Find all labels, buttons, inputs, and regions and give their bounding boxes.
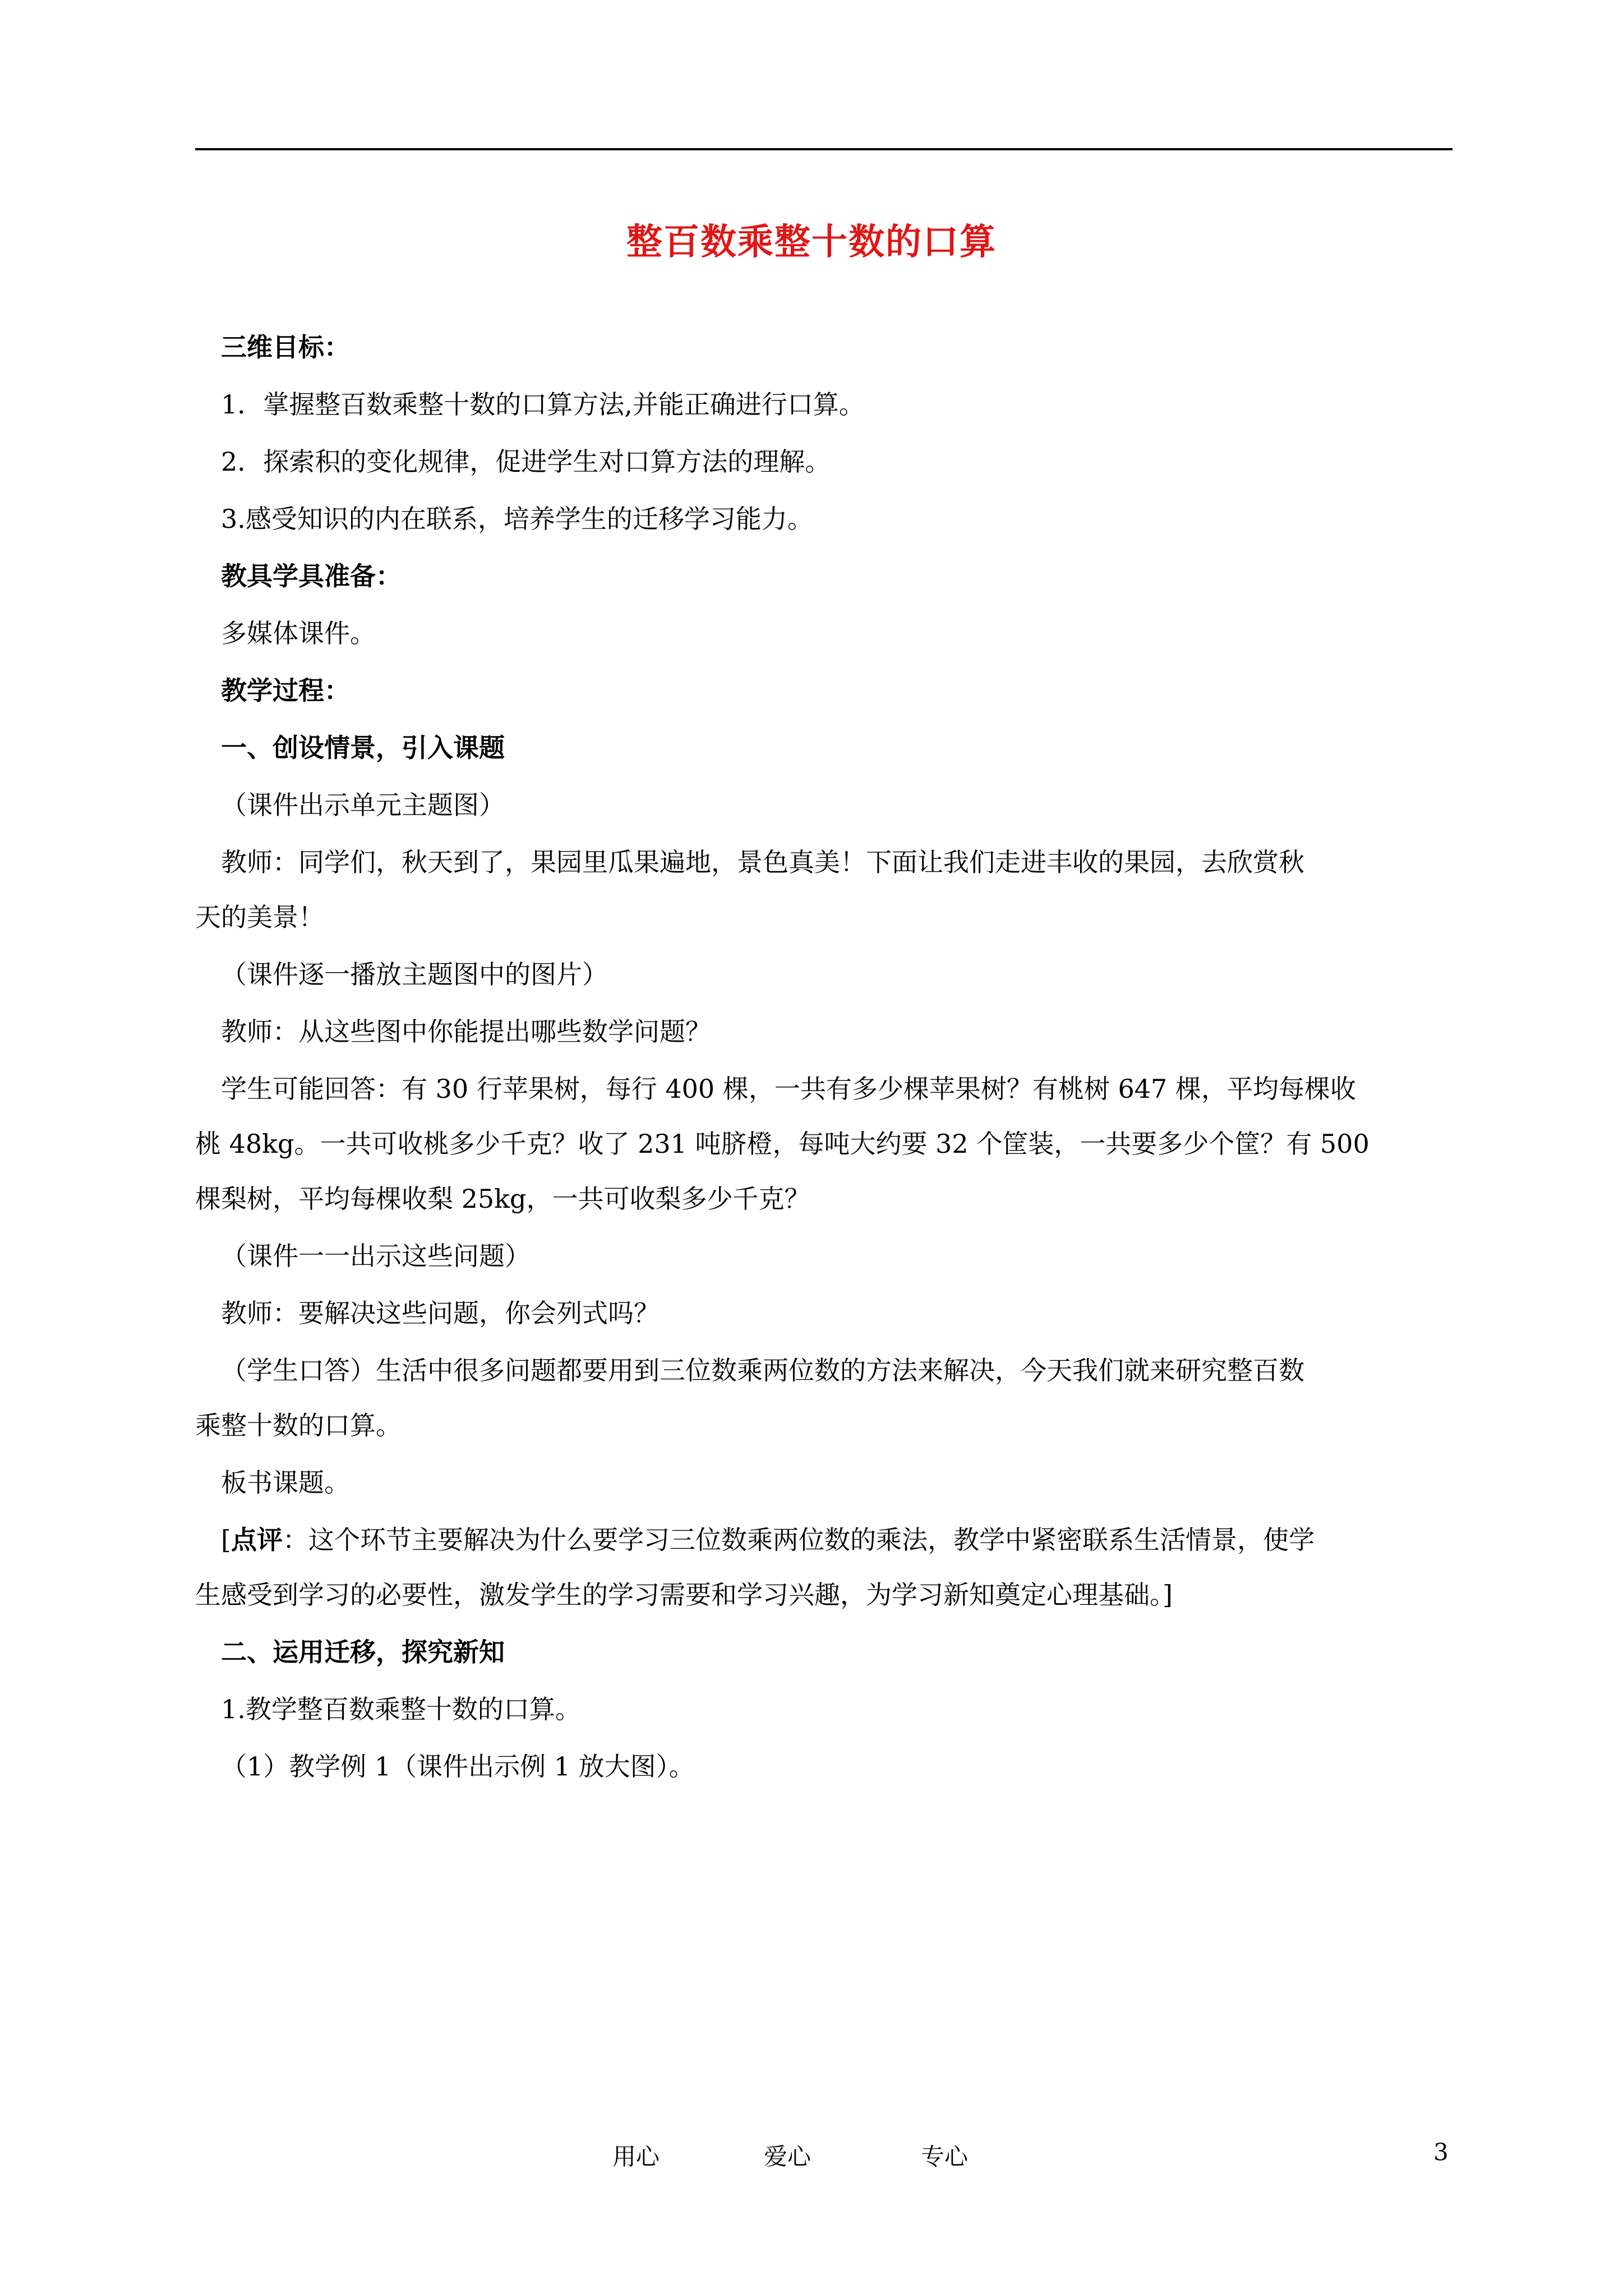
footer-word: 爱心: [764, 2143, 811, 2170]
paragraph: 教师：从这些图中你能提出哪些数学问题？: [221, 1016, 711, 1047]
paragraph: （课件一一出示这些问题）: [221, 1241, 531, 1271]
comment-label: 点评: [230, 1525, 283, 1555]
objective-item-2: 2．探索积的变化规律，促进学生对口算方法的理解。: [221, 447, 831, 477]
paragraph-continuation: 天的美景！: [195, 902, 324, 932]
paragraph-continuation: 棵梨树，平均每棵收梨 25kg，一共可收梨多少千克？: [195, 1184, 810, 1214]
comment-bracket: [: [221, 1525, 231, 1555]
header-rule: [195, 148, 1453, 150]
paragraph: 教师：要解决这些问题，你会列式吗？: [221, 1298, 660, 1328]
page-number: 3: [1433, 2138, 1449, 2166]
paragraph: 板书课题。: [221, 1467, 350, 1498]
footer-word: 专心: [921, 2143, 969, 2170]
page-title: 整百数乘整十数的口算: [626, 221, 997, 263]
paragraph: （1）教学例 1（课件出示例 1 放大图）。: [221, 1751, 695, 1782]
part2-heading: 二、运用迁移，探究新知: [221, 1637, 505, 1667]
page-footer: [0, 2138, 1623, 2178]
comment-line-1: [195, 1511, 1453, 1568]
footer-word: 用心: [612, 2143, 660, 2170]
part1-heading: 一、创设情景，引入课题: [221, 733, 505, 763]
paragraph: 教师：同学们，秋天到了，果园里瓜果遍地，景色真美！下面让我们走进丰收的果园，去欣赏秋: [221, 847, 1304, 877]
objective-item-1: 1．掌握整百数乘整十数的口算方法,并能正确进行口算。: [221, 389, 865, 420]
process-heading: 教学过程：: [221, 675, 350, 706]
paragraph: 学生可能回答：有 30 行苹果树，每行 400 棵，一共有多少棵苹果树？有桃树 647 棵，平均每棵收: [221, 1074, 1356, 1104]
tools-text: 多媒体课件。: [221, 618, 376, 648]
paragraph-continuation: 乘整十数的口算。: [195, 1410, 402, 1441]
paragraph-continuation: 桃 48kg。一共可收桃多少千克？收了 231 吨脐橙，每吨大约要 32 个筐装，一共要多少个筐？有 500: [195, 1129, 1370, 1159]
paragraph: 1.教学整百数乘整十数的口算。: [221, 1694, 581, 1724]
comment-text: ：这个环节主要解决为什么要学习三位数乘两位数的乘法，教学中紧密联系生活情景，使学: [282, 1525, 1315, 1555]
objectives-heading: 三维目标：: [221, 332, 350, 362]
paragraph: （课件出示单元主题图）: [221, 790, 505, 820]
paragraph: （课件逐一播放主题图中的图片）: [221, 959, 608, 990]
tools-heading: 教具学具准备：: [221, 561, 402, 591]
comment-line-2: 生感受到学习的必要性，激发学生的学习需要和学习兴趣，为学习新知奠定心理基础。]: [195, 1580, 1173, 1610]
objective-item-3: 3.感受知识的内在联系，培养学生的迁移学习能力。: [221, 504, 813, 534]
paragraph: （学生口答）生活中很多问题都要用到三位数乘两位数的方法来解决，今天我们就来研究整百数: [221, 1355, 1304, 1386]
document-body: [195, 319, 1453, 1795]
